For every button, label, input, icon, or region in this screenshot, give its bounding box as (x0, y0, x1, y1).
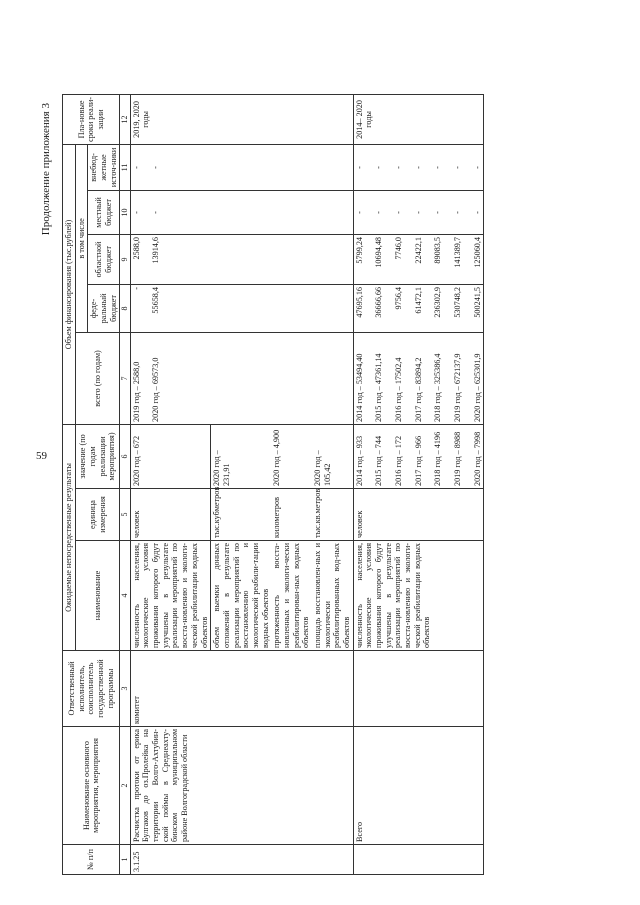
fin-fed: 55658,4 (151, 286, 161, 314)
header-fin-loc: местный бюджет (88, 190, 120, 234)
col-number: 7 (120, 332, 130, 424)
column-numbers-row (120, 94, 130, 874)
header-fin-fed: феде-ральный бюджет (88, 284, 120, 332)
total-value: 2015 год – 744 (374, 435, 384, 486)
header-res-name: наименование (75, 541, 120, 651)
page-number: 59 (36, 450, 47, 462)
fin-loc: - (452, 211, 462, 214)
col-number: 12 (120, 94, 130, 144)
fin-fed: 9756,4 (393, 286, 403, 310)
total-no (353, 845, 484, 875)
indicator-unit: тыс.кв.метров (312, 489, 353, 541)
fin-total: 2016 год – 17502,4 (393, 357, 403, 422)
fin-extra: - (393, 166, 403, 169)
executor: комитет (130, 651, 353, 727)
indicator-name: объем выемки донных отложений в результате реализации мероприятий по восстановлению и экологической реабили-тации водных объектов (211, 541, 272, 651)
total-fin-extra-cell (353, 144, 484, 190)
fin-reg: 7746,0 (393, 236, 403, 260)
fin-fed: - (131, 286, 141, 290)
fin-reg-cell (130, 234, 353, 284)
header-results: Ожидаемые непосредственные результаты (63, 424, 76, 650)
fin-reg: 5799,24 (354, 236, 364, 264)
fin-total: 2019 год – 672137,9 (452, 353, 462, 422)
total-value: 2018 год – 4196 (433, 431, 443, 486)
fin-loc: - (354, 211, 364, 214)
indicator-value: 2020 год – 231,91 (211, 424, 272, 488)
col-number: 2 (120, 727, 130, 845)
fin-reg: 13914,6 (151, 236, 161, 264)
col-number: 3 (120, 651, 130, 727)
total-value: 2020 год – 7998 (472, 431, 482, 486)
header-financing: Объем финансирования (тыс.рублей) (63, 144, 76, 424)
total-row (353, 94, 484, 874)
fin-reg: 141389,7 (452, 236, 462, 268)
indicator-name: площадь восстановлен-ных и экологически реабилитированных вод-ных объектов (312, 541, 353, 651)
fin-extra: - (374, 166, 384, 169)
fin-loc: - (413, 211, 423, 214)
total-values-cell (353, 424, 484, 488)
fin-total: 2014 год – 53494,40 (354, 353, 364, 422)
fin-total: 2019 год – 2588,0 (131, 361, 141, 422)
fin-extra: - (433, 166, 443, 169)
total-value: 2016 год – 172 (393, 435, 403, 486)
fin-extra: - (472, 166, 482, 169)
fin-extra: - (131, 166, 141, 169)
indicator-unit: тыс.кубметров (211, 489, 272, 541)
fin-extra: - (452, 166, 462, 169)
total-fin-loc-cell (353, 190, 484, 234)
program-table (62, 94, 484, 875)
indicator-unit: километров (271, 489, 312, 541)
fin-loc: - (151, 211, 161, 214)
fin-loc: - (472, 211, 482, 214)
col-number: 11 (120, 144, 130, 190)
fin-total: 2020 год – 625301,9 (472, 353, 482, 422)
col-number: 10 (120, 190, 130, 234)
total-period: 2014– 2020 годы (353, 94, 484, 144)
col-number: 4 (120, 541, 130, 651)
header-res-value: значение (по годам реализации мероприятия) (75, 424, 120, 488)
fin-fed: 47695,16 (354, 286, 364, 318)
fin-loc: - (374, 211, 384, 214)
fin-total: 2017 год – 83894,2 (413, 357, 423, 422)
col-number: 5 (120, 489, 130, 541)
header-res-unit: единица измерения (75, 489, 120, 541)
fin-reg: 125060,4 (472, 236, 482, 268)
table-row (130, 94, 210, 874)
measure-name: Расчистка протоки от ерика Булгаков до оз.Пролейка на территории Волго-Ахтубин-ской поймы в Среднеахту-бинском муниципальном районе Волгоградской области (130, 727, 353, 845)
fin-total: 2020 год – 69573,0 (151, 357, 161, 422)
fin-reg: 89083,5 (433, 236, 443, 264)
total-label: Всего (353, 727, 484, 845)
fin-total: 2015 год – 47361,14 (374, 353, 384, 422)
col-number: 8 (120, 284, 130, 332)
table-header (63, 94, 131, 874)
row-number: 3.1.25 (130, 845, 353, 875)
col-number: 6 (120, 424, 130, 488)
header-fin-total: всего (по годам) (75, 332, 120, 424)
total-executor (353, 651, 484, 727)
fin-fed-cell (130, 284, 353, 332)
fin-extra-cell (130, 144, 353, 190)
total-fin-total-cell (353, 332, 484, 424)
header-no: № п/п (63, 845, 120, 875)
total-fin-reg-cell (353, 234, 484, 284)
indicator-name: численность населения, экологические условия проживания которого будут улучшены в результате реализации мероприятий по восста-новлению и экологи-ческой реабилитации водных объектов (130, 541, 210, 651)
period: 2019, 2020 годы (130, 94, 353, 144)
fin-loc: - (433, 211, 443, 214)
fin-loc-cell (130, 190, 353, 234)
table-body (130, 94, 483, 874)
fin-total-cell (130, 332, 353, 424)
fin-reg: 10694,48 (374, 236, 384, 268)
col-number: 9 (120, 234, 130, 284)
total-unit: человек (353, 489, 484, 541)
indicator-value: 2020 год – 4,900 (271, 424, 312, 488)
total-value: 2017 год – 966 (413, 435, 423, 486)
header-period: Пла-новые сроки реали-зации (63, 94, 120, 144)
fin-extra: - (151, 166, 161, 169)
col-number: 1 (120, 845, 130, 875)
header-fin-reg: областной бюджет (88, 234, 120, 284)
fin-loc: - (131, 211, 141, 214)
header-name: Наименование основного мероприятия, мероприятия (63, 727, 120, 845)
fin-loc: - (393, 211, 403, 214)
fin-reg: 2588,0 (131, 236, 141, 260)
appendix-title: Продолжение приложения 3 (40, 103, 52, 236)
fin-total: 2018 год – 325386,4 (433, 353, 443, 422)
total-indicator: численность населения, экологические условия проживания которого будут улучшены в результате реализации мероприятий по восста-новлению и экологи-ческой реабилитации водных объектов (353, 541, 484, 651)
total-value: 2019 год – 8988 (452, 431, 462, 486)
fin-reg: 22422,1 (413, 236, 423, 264)
fin-extra: - (354, 166, 364, 169)
total-fin-fed-cell (353, 284, 484, 332)
fin-fed: 500241,5 (472, 286, 482, 318)
fin-fed: 36666,66 (374, 286, 384, 318)
indicator-value: 2020 год – 672 (130, 424, 210, 488)
fin-extra: - (413, 166, 423, 169)
fin-fed: 236302,9 (433, 286, 443, 318)
header-executor: Ответственный исполнитель, соисполнитель государственной программы (63, 651, 120, 727)
header-fin-incl: в том числе (75, 144, 88, 332)
indicator-name: протяженность восста-новленных и экологи-чески реабилитирован-ных водных объектов (271, 541, 312, 651)
total-value: 2014 год – 933 (354, 435, 364, 486)
header-fin-extra: внебюд-жетные источ-ники (88, 144, 120, 190)
fin-fed: 530748,2 (452, 286, 462, 318)
indicator-unit: человек (130, 489, 210, 541)
fin-fed: 61472,1 (413, 286, 423, 314)
indicator-value: 2020 год – 105,42 (312, 424, 353, 488)
